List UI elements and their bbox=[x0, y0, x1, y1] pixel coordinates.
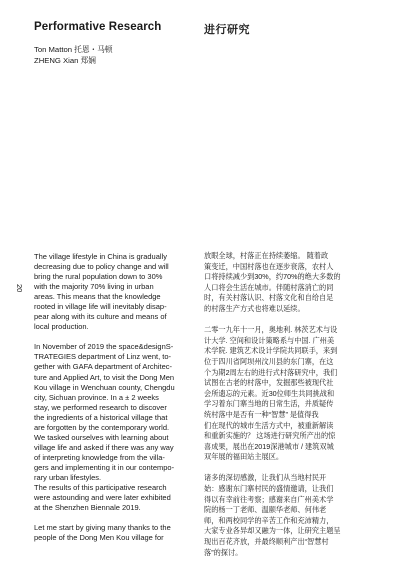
text-line: 喜成果，展出在2019深港城市 / 建筑双城 bbox=[204, 441, 334, 451]
english-paragraph-1 bbox=[34, 252, 200, 332]
text-line: 统村落中是否有一种“智慧” 是值得我 bbox=[204, 409, 319, 419]
text-line: 们在现代的城市生活方式中，被重新解读 bbox=[204, 420, 334, 430]
text-line: decreasing due to policy change and will bbox=[34, 262, 169, 272]
article-title-en: Performative Research bbox=[34, 21, 162, 33]
author-name: Ton Matton 托恩・马顿 bbox=[34, 45, 113, 54]
text-line: pear along with its culture and means of bbox=[34, 312, 167, 322]
text-line: 计大学. 空间和设计策略系与中国. 广州美 bbox=[204, 335, 335, 345]
text-line: are forgotten by the contemporary world. bbox=[34, 422, 170, 432]
text-line: Kou village in Wenchuan county, Chengdu bbox=[34, 382, 175, 392]
text-line: 的村落生产方式也将难以延续。 bbox=[204, 303, 305, 313]
text-line: 落”的探讨。 bbox=[204, 547, 243, 557]
text-line: 二零一九年十一月，奥地利. 林茨艺术与设 bbox=[204, 325, 338, 335]
text-line: We tasked ourselves with learning about bbox=[34, 432, 169, 442]
english-paragraph-3 bbox=[34, 523, 200, 543]
text-line: of interpreting knowledge from the villa- bbox=[34, 452, 165, 462]
text-line: local production. bbox=[34, 322, 89, 332]
text-line: 和重新实施的？ 这场进行研究所产出的惊 bbox=[204, 431, 336, 441]
author-name: ZHENG Xian 郑娴 bbox=[34, 55, 96, 65]
text-line: 双年展的福田站主展区。 bbox=[204, 452, 284, 462]
author-list bbox=[34, 45, 113, 66]
text-line: Let me start by giving many thanks to the bbox=[34, 523, 171, 533]
text-line: gether with GAFA department of Architec- bbox=[34, 362, 172, 372]
text-line: 现出百花齐放，并最终顺利产出“智慧村 bbox=[204, 537, 329, 547]
english-paragraph-2 bbox=[34, 342, 200, 513]
text-line: 大家专业各异却又融为一体，让研究主题呈 bbox=[204, 526, 341, 536]
text-line: 得以有幸前往考察；感谢来自广州美术学 bbox=[204, 494, 334, 504]
text-line: bring the rural population down to 30% bbox=[34, 272, 163, 282]
english-column bbox=[34, 252, 200, 543]
text-line: rary urban lifestyles. bbox=[34, 472, 102, 482]
text-line: 始：感谢东门寨村民的盛情邀请，让我们 bbox=[204, 484, 334, 494]
text-line: rooted in village life will inevitably disap- bbox=[34, 302, 167, 312]
text-line: 会所遗忘的元素。近30位师生共同挑战和 bbox=[204, 388, 335, 398]
text-line: 术学院. 建筑艺术设计学院共同联手，来到 bbox=[204, 346, 338, 356]
page-number: 20 bbox=[15, 284, 24, 293]
chinese-paragraph-3 bbox=[204, 473, 380, 558]
text-line: 学习着东门寨当地的日常生活，并质疑传 bbox=[204, 399, 334, 409]
text-line: The village lifestyle in China is gradually bbox=[34, 252, 167, 261]
text-line: The results of this participative research bbox=[34, 483, 167, 493]
text-line: stay, we performed research to discover bbox=[34, 402, 167, 412]
text-line: 放眼全球，村落正在持续萎缩。 随着政 bbox=[204, 251, 329, 260]
text-line: areas. This means that the knowledge bbox=[34, 292, 161, 302]
text-line: 时，有关村落认识、村落文化和自给自足 bbox=[204, 293, 334, 303]
text-line: 位于四川省阿坝州汶川县的东门寨，在这 bbox=[204, 356, 334, 366]
text-line: city, Sichuan province. In a ± 2 weeks bbox=[34, 392, 159, 402]
text-line: TRATEGIES department of Linz went, to- bbox=[34, 352, 171, 362]
text-line: at the Shenzhen Biennale 2019. bbox=[34, 503, 141, 513]
text-line: 策变迁，中国村落也在逐步衰落，农村人 bbox=[204, 261, 334, 271]
article-title-zh: 进行研究 bbox=[204, 24, 250, 36]
chinese-paragraph-1 bbox=[204, 251, 380, 315]
chinese-column bbox=[204, 251, 380, 558]
text-line: the ingredients of a historical village that bbox=[34, 412, 168, 422]
text-line: 院的杨一丁老师、温颐华老师、何伟老 bbox=[204, 505, 327, 515]
text-line: 试图在古老的村落中，发掘那些被现代社 bbox=[204, 378, 334, 388]
text-line: 个为期2周左右的进行式村落研究中，我们 bbox=[204, 367, 338, 377]
text-line: In November of 2019 the space&designS- bbox=[34, 342, 174, 352]
text-line: people of the Dong Men Kou village for bbox=[34, 533, 164, 543]
text-line: gers and implementing it in our contempo- bbox=[34, 462, 175, 472]
chinese-paragraph-2 bbox=[204, 325, 380, 463]
text-line: were astounding and were later exhibited bbox=[34, 493, 171, 503]
text-line: 师，和两校同学的辛苦工作和充沛精力， bbox=[204, 515, 334, 525]
text-line: 口将持续减少到30%，约70%的绝大多数的 bbox=[204, 272, 341, 282]
text-line: ture and Applied Art, to visit the Dong Men bbox=[34, 372, 175, 382]
text-line: 诸多的深切感激，让我们从当地村民开 bbox=[204, 473, 327, 483]
text-line: with the majority 70% living in urban bbox=[34, 282, 154, 292]
text-line: village life and asked if there was any way bbox=[34, 442, 174, 452]
text-line: 人口将会生活在城市。伴随村落消亡的同 bbox=[204, 282, 334, 292]
